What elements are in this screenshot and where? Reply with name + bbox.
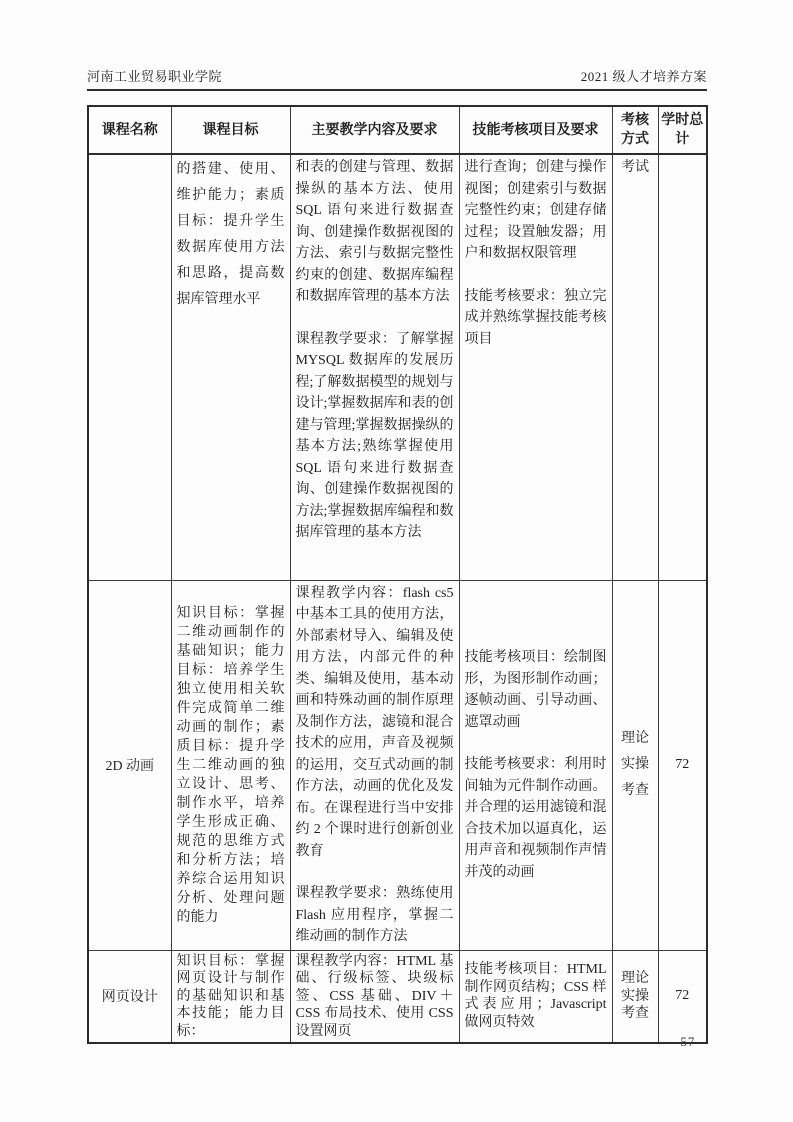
col-header-course-name: 课程名称 (88, 106, 171, 154)
header-rule (87, 89, 707, 91)
cell-paragraph: 和表的创建与管理、数据操纵的基本方法、使用SQL 语句来进行数据查询、创建操作数据视图的方法、索引与数据完整性约束的创建、数据库编程和数据库管理的基本方法 (295, 160, 454, 304)
cell-assessment-method: 理论实操考查 (612, 950, 658, 1043)
cell-total-hours: 72 (658, 950, 707, 1043)
page-header (87, 66, 707, 85)
cell-paragraph: 技能考核项目：绘制图形，为图形制作动画；逐帧动画、引导动画、遮罩动画 (464, 650, 607, 730)
cell-course-name: 网页设计 (88, 950, 171, 1043)
cell-paragraph: 技能考核要求：利用时间轴为元件制作动画。并合理的运用滤镜和混合技术加以逼真化，运用声音和视频制作声情并茂的动画 (464, 757, 607, 880)
cell-skill-assessment (459, 580, 612, 950)
cell-paragraph: 技能考核项目：HTML 制作网页结构；CSS 样式表应用；Javascript 做网页特效 (464, 962, 607, 1031)
cell-paragraph: 课程教学要求：熟练使用 Flash 应用程序，掌握二维动画的制作方法 (295, 886, 454, 944)
cell-paragraph: 进行查询；创建与操作视图；创建索引与数据完整性约束；创建存储过程；设置触发器；用户和数据权限管理 (464, 160, 607, 261)
cell-skill-assessment (459, 950, 612, 1043)
cell-assessment-method: 理论实操考查 (612, 580, 658, 950)
cell-course-name: 2D 动画 (88, 580, 171, 950)
header-plan-title: 2021 级人才培养方案 (580, 69, 707, 84)
cell-teaching-content (290, 580, 459, 950)
cell-assessment-method: 考试 (612, 154, 658, 580)
col-header-assessment-method: 考核方式 (612, 106, 658, 154)
cell-total-hours (658, 154, 707, 580)
cell-paragraph: 的搭建、使用、维护能力；素质目标：提升学生数据库使用方法和思路，提高数据库管理水平 (176, 162, 285, 307)
col-header-teaching-content: 主要教学内容及要求 (290, 106, 459, 154)
cell-course-name (88, 154, 171, 580)
cell-paragraph: 课程教学内容：flash cs5 中基本工具的使用方法，外部素材导入、编辑及使用方法，内部元件的种类、编辑及使用，基本动画和特殊动画的制作原理及制作方法，滤镜和混合技术的应用，声音及视频的运用，交互式动画的制作方法，动画的优化及发布。在课程进行当中安排约 2 个课时进行创新创业教育 (295, 585, 454, 859)
cell-paragraph: 知识目标：掌握二维动画制作的基础知识；能力目标：培养学生独立使用相关软件完成简单二维动画的制作；素质目标：提升学生二维动画的独立设计、思考、制作水平，培养学生形成正确、规范的思维方式和分析方法；培养综合运用知识分析、处理问题的能力 (176, 605, 285, 925)
cell-paragraph: 知识目标：掌握网页设计与制作的基础知识和基本技能；能力目标： (176, 953, 285, 1039)
cell-paragraph: 课程教学内容：HTML 基础、行级标签、块级标签、CSS 基础、DIV＋CSS 布局技术、使用 CSS 设置网页 (295, 953, 454, 1039)
course-table-body (88, 154, 707, 1043)
header-school-name: 河南工业贸易职业学院 (87, 69, 223, 84)
cell-paragraph: 课程教学要求：了解掌握MYSQL 数据库的发展历程;了解数据模型的规划与设计;掌握数据库和表的创建与管理;掌握数据操纵的基本方法;熟练掌握使用 SQL 语句来进行数据查询、创建操作数据视图的方法;掌握数据库编程和数据库管理的基本方法 (295, 331, 454, 540)
table-row (88, 950, 707, 1043)
page-number: - 57 - (670, 1034, 705, 1049)
cell-course-goal (171, 580, 290, 950)
cell-total-hours: 72 (658, 580, 707, 950)
table-row (88, 154, 707, 580)
course-table-header (88, 106, 707, 154)
col-header-skill-assessment: 技能考核项目及要求 (459, 106, 612, 154)
cell-skill-assessment (459, 154, 612, 580)
table-row (88, 580, 707, 950)
cell-course-goal (171, 154, 290, 580)
cell-course-goal (171, 950, 290, 1043)
col-header-total-hours: 学时总计 (658, 106, 707, 154)
cell-paragraph: 技能考核要求：独立完成并熟练掌握技能考核项目 (464, 288, 607, 347)
course-table (87, 105, 708, 1044)
cell-teaching-content (290, 950, 459, 1043)
col-header-course-goal: 课程目标 (171, 106, 290, 154)
cell-teaching-content (290, 154, 459, 580)
